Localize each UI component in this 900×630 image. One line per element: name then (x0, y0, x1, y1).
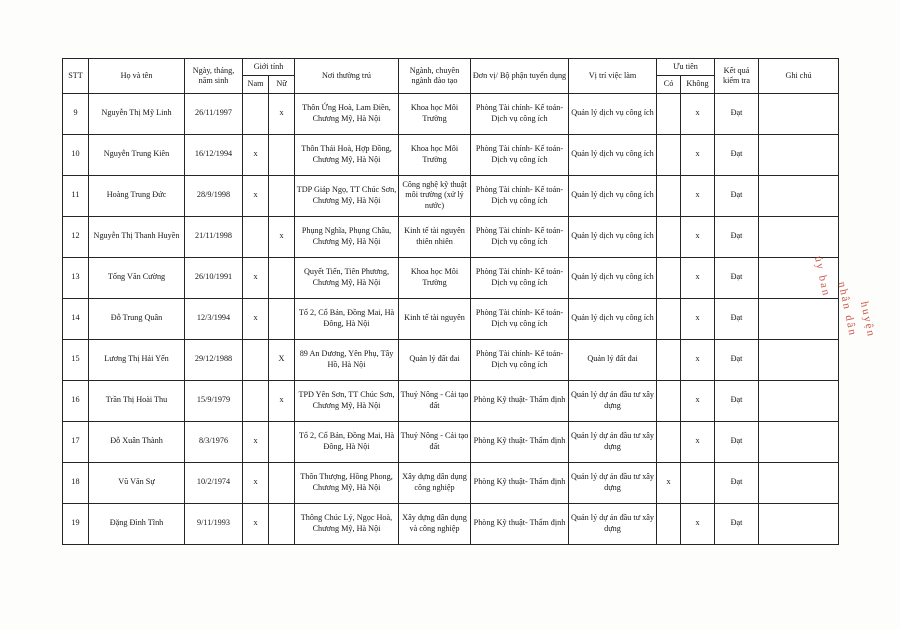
cell-major: Kinh tế tài nguyên (399, 298, 471, 339)
cell-recruit-unit: Phòng Tài chính- Kế toán-Dịch vụ công ích (471, 175, 569, 216)
cell-major: Khoa học Môi Trường (399, 134, 471, 175)
cell-full-name: Hoàng Trung Đức (89, 175, 185, 216)
column-header-priority-yes: Có (657, 76, 681, 93)
cell-result: Đạt (715, 339, 759, 380)
column-header-priority-no: Không (681, 76, 715, 93)
cell-recruit-unit: Phòng Kỹ thuật- Thẩm định (471, 462, 569, 503)
column-header-recruit-unit: Đơn vị/ Bộ phận tuyển dụng (471, 59, 569, 94)
cell-major: Quản lý đất đai (399, 339, 471, 380)
cell-recruit-unit: Phòng Tài chính- Kế toán-Dịch vụ công ích (471, 134, 569, 175)
cell-residence: Thôn Ứng Hoà, Lam Điền, Chương Mỹ, Hà Nội (295, 93, 399, 134)
table-row (63, 257, 839, 298)
cell-sex-male (243, 380, 269, 421)
cell-note (759, 175, 839, 216)
cell-priority-yes (657, 216, 681, 257)
cell-result: Đạt (715, 380, 759, 421)
cell-sex-male: x (243, 462, 269, 503)
cell-priority-no: x (681, 380, 715, 421)
cell-stt: 12 (63, 216, 89, 257)
cell-full-name: Đặng Đình Tĩnh (89, 503, 185, 544)
cell-recruit-unit: Phòng Tài chính- Kế toán-Dịch vụ công ích (471, 257, 569, 298)
cell-sex-male (243, 93, 269, 134)
table-row (63, 298, 839, 339)
column-header-residence: Nơi thường trú (295, 59, 399, 94)
column-header-sex-female: Nữ (269, 76, 295, 93)
cell-priority-no: x (681, 421, 715, 462)
cell-recruit-unit: Phòng Tài chính- Kế toán-Dịch vụ công ích (471, 93, 569, 134)
cell-recruit-unit: Phòng Tài chính- Kế toán-Dịch vụ công ích (471, 339, 569, 380)
seal-line-1: ủy ban (811, 254, 833, 299)
cell-priority-yes (657, 339, 681, 380)
cell-position: Quản lý dịch vụ công ích (569, 93, 657, 134)
cell-major: Công nghệ kỹ thuật môi trường (xử lý nước) (399, 175, 471, 216)
column-header-position: Vị trí việc làm (569, 59, 657, 94)
cell-sex-male: x (243, 257, 269, 298)
cell-sex-female (269, 175, 295, 216)
cell-residence: Tổ 2, Cổ Bản, Đồng Mai, Hà Đông, Hà Nội (295, 421, 399, 462)
cell-position: Quản lý dự án đầu tư xây dựng (569, 380, 657, 421)
cell-position: Quản lý dự án đầu tư xây dựng (569, 503, 657, 544)
cell-major: Kinh tế tài nguyên thiên nhiên (399, 216, 471, 257)
cell-result: Đạt (715, 134, 759, 175)
table-row (63, 216, 839, 257)
seal-line-2: nhân dân (835, 280, 859, 338)
cell-full-name: Nguyễn Thị Thanh Huyền (89, 216, 185, 257)
cell-sex-male (243, 339, 269, 380)
cell-stt: 19 (63, 503, 89, 544)
cell-result: Đạt (715, 93, 759, 134)
cell-priority-no: x (681, 257, 715, 298)
cell-sex-female (269, 462, 295, 503)
cell-residence: Thôn Thái Hoà, Hợp Đồng, Chương Mỹ, Hà Nội (295, 134, 399, 175)
cell-priority-no: x (681, 134, 715, 175)
cell-sex-female: X (269, 339, 295, 380)
cell-result: Đạt (715, 298, 759, 339)
cell-full-name: Nguyễn Thị Mỹ Linh (89, 93, 185, 134)
cell-note (759, 421, 839, 462)
cell-priority-no (681, 462, 715, 503)
cell-result: Đạt (715, 216, 759, 257)
cell-major: Thuỷ Nông - Cải tạo đất (399, 421, 471, 462)
cell-sex-female: x (269, 93, 295, 134)
cell-stt: 11 (63, 175, 89, 216)
cell-residence: Thông Chúc Lý, Ngọc Hoà, Chương Mỹ, Hà Nội (295, 503, 399, 544)
cell-stt: 9 (63, 93, 89, 134)
cell-sex-female (269, 503, 295, 544)
cell-major: Xây dựng dân dụng công nghiệp (399, 462, 471, 503)
cell-major: Khoa học Môi Trường (399, 93, 471, 134)
cell-result: Đạt (715, 503, 759, 544)
cell-position: Quản lý dịch vụ công ích (569, 134, 657, 175)
table-header (63, 59, 839, 94)
cell-stt: 13 (63, 257, 89, 298)
cell-recruit-unit: Phòng Tài chính- Kế toán-Dịch vụ công ích (471, 216, 569, 257)
cell-note (759, 93, 839, 134)
cell-position: Quản lý dịch vụ công ích (569, 257, 657, 298)
column-header-dob: Ngày, tháng, năm sinh (185, 59, 243, 94)
cell-residence: Quyết Tiến, Tiên Phương, Chương Mỹ, Hà Nội (295, 257, 399, 298)
cell-sex-female (269, 421, 295, 462)
cell-sex-male: x (243, 298, 269, 339)
cell-sex-male: x (243, 421, 269, 462)
cell-major: Khoa học Môi Trường (399, 257, 471, 298)
cell-full-name: Đỗ Xuân Thành (89, 421, 185, 462)
cell-priority-yes (657, 298, 681, 339)
cell-note (759, 134, 839, 175)
cell-position: Quản lý đất đai (569, 339, 657, 380)
cell-full-name: Đỗ Trung Quân (89, 298, 185, 339)
cell-note (759, 503, 839, 544)
cell-dob: 15/9/1979 (185, 380, 243, 421)
cell-stt: 10 (63, 134, 89, 175)
cell-recruit-unit: Phòng Kỹ thuật- Thẩm định (471, 421, 569, 462)
cell-dob: 9/11/1993 (185, 503, 243, 544)
cell-dob: 12/3/1994 (185, 298, 243, 339)
cell-sex-female (269, 134, 295, 175)
cell-priority-no: x (681, 298, 715, 339)
table-row (63, 421, 839, 462)
cell-note (759, 380, 839, 421)
table-row (63, 503, 839, 544)
cell-priority-yes (657, 134, 681, 175)
cell-sex-male (243, 216, 269, 257)
cell-residence: Phụng Nghĩa, Phụng Châu, Chương Mỹ, Hà Nội (295, 216, 399, 257)
cell-stt: 17 (63, 421, 89, 462)
cell-priority-no: x (681, 216, 715, 257)
cell-priority-yes (657, 503, 681, 544)
table-row (63, 175, 839, 216)
cell-dob: 26/10/1991 (185, 257, 243, 298)
cell-stt: 14 (63, 298, 89, 339)
column-header-result: Kết quả kiểm tra (715, 59, 759, 94)
table-row (63, 93, 839, 134)
cell-residence: Thôn Thượng, Hồng Phong, Chương Mỹ, Hà Nội (295, 462, 399, 503)
cell-position: Quản lý dịch vụ công ích (569, 216, 657, 257)
cell-sex-male: x (243, 503, 269, 544)
cell-full-name: Lương Thị Hải Yến (89, 339, 185, 380)
column-header-stt: STT (63, 59, 89, 94)
cell-dob: 28/9/1998 (185, 175, 243, 216)
candidate-roster-table (62, 58, 839, 545)
cell-priority-yes: x (657, 462, 681, 503)
cell-position: Quản lý dịch vụ công ích (569, 298, 657, 339)
table-row (63, 134, 839, 175)
cell-priority-yes (657, 257, 681, 298)
table-row (63, 380, 839, 421)
cell-priority-yes (657, 380, 681, 421)
cell-stt: 18 (63, 462, 89, 503)
cell-full-name: Nguyễn Trung Kiên (89, 134, 185, 175)
cell-position: Quản lý dự án đầu tư xây dựng (569, 462, 657, 503)
table-body (63, 93, 839, 544)
cell-residence: TDP Giáp Ngọ, TT Chúc Sơn, Chương Mỹ, Hà Nội (295, 175, 399, 216)
cell-sex-male: x (243, 134, 269, 175)
cell-priority-no: x (681, 339, 715, 380)
table-row (63, 339, 839, 380)
cell-dob: 10/2/1974 (185, 462, 243, 503)
column-header-sex-male: Nam (243, 76, 269, 93)
cell-sex-male: x (243, 175, 269, 216)
seal-line-3: huyện (857, 300, 878, 339)
cell-note (759, 462, 839, 503)
cell-stt: 15 (63, 339, 89, 380)
column-header-sex: Giới tính (243, 59, 295, 76)
roster-sheet (62, 58, 838, 545)
cell-note (759, 216, 839, 257)
cell-recruit-unit: Phòng Kỹ thuật- Thẩm định (471, 380, 569, 421)
cell-position: Quản lý dự án đầu tư xây dựng (569, 421, 657, 462)
cell-full-name: Tống Văn Cường (89, 257, 185, 298)
table-row (63, 462, 839, 503)
cell-full-name: Vũ Văn Sự (89, 462, 185, 503)
cell-position: Quản lý dịch vụ công ích (569, 175, 657, 216)
cell-priority-yes (657, 421, 681, 462)
cell-residence: TPD Yên Sơn, TT Chúc Sơn, Chương Mỹ, Hà Nội (295, 380, 399, 421)
column-header-priority: Ưu tiên (657, 59, 715, 76)
cell-stt: 16 (63, 380, 89, 421)
cell-priority-no: x (681, 93, 715, 134)
cell-recruit-unit: Phòng Kỹ thuật- Thẩm định (471, 503, 569, 544)
cell-result: Đạt (715, 421, 759, 462)
cell-result: Đạt (715, 462, 759, 503)
cell-recruit-unit: Phòng Tài chính- Kế toán-Dịch vụ công ích (471, 298, 569, 339)
cell-priority-yes (657, 175, 681, 216)
cell-dob: 26/11/1997 (185, 93, 243, 134)
cell-residence: 89 An Dương, Yên Phụ, Tây Hồ, Hà Nội (295, 339, 399, 380)
cell-priority-no: x (681, 503, 715, 544)
cell-result: Đạt (715, 257, 759, 298)
cell-major: Thuỷ Nông - Cải tạo đất (399, 380, 471, 421)
cell-dob: 29/12/1988 (185, 339, 243, 380)
cell-full-name: Trần Thị Hoài Thu (89, 380, 185, 421)
cell-sex-female: x (269, 380, 295, 421)
column-header-major: Ngành, chuyên ngành đào tạo (399, 59, 471, 94)
cell-result: Đạt (715, 175, 759, 216)
cell-sex-female (269, 257, 295, 298)
cell-dob: 16/12/1994 (185, 134, 243, 175)
cell-priority-no: x (681, 175, 715, 216)
cell-dob: 8/3/1976 (185, 421, 243, 462)
column-header-note: Ghi chú (759, 59, 839, 94)
cell-sex-female (269, 298, 295, 339)
cell-major: Xây dựng dân dụng và công nghiệp (399, 503, 471, 544)
cell-residence: Tổ 2, Cổ Bản, Đồng Mai, Hà Đông, Hà Nội (295, 298, 399, 339)
cell-priority-yes (657, 93, 681, 134)
cell-dob: 21/11/1998 (185, 216, 243, 257)
cell-sex-female: x (269, 216, 295, 257)
column-header-full-name: Họ và tên (89, 59, 185, 94)
